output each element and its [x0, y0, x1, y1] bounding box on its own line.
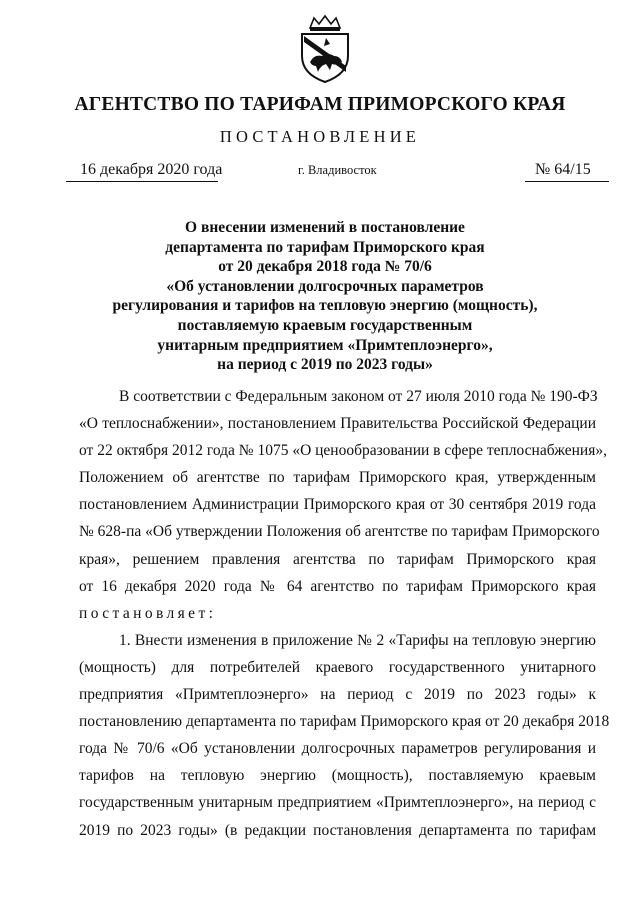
body-line: Положением об агентстве по тарифам Приморского края, утвержденным — [79, 469, 596, 487]
title-line: регулирования и тарифов на тепловую энергию (мощность), — [112, 297, 538, 315]
resolution-title — [60, 218, 590, 375]
agency-name: АГЕНТСТВО ПО ТАРИФАМ ПРИМОРСКОГО КРАЯ — [74, 94, 566, 115]
body-line: постановлением Администрации Приморского края от 30 сентября 2019 года — [79, 496, 596, 514]
body-line: года № 70/6 «Об установлении долгосрочных параметров регулирования и — [79, 740, 596, 758]
title-line: унитарным предприятием «Примтеплоэнерго», — [157, 336, 493, 354]
body-line: от 16 декабря 2020 года № 64 агентство по тарифам Приморского края — [79, 577, 596, 595]
title-line: от 20 декабря 2018 года № 70/6 — [218, 258, 432, 276]
title-line: «Об установлении долгосрочных параметров — [166, 277, 484, 295]
body-line: края», решением правления агентства по тарифам Приморского края — [79, 550, 596, 568]
document-date: 16 декабря 2020 года — [80, 161, 223, 178]
title-line: департамента по тарифам Приморского края — [165, 238, 485, 256]
body-line: «О теплоснабжении», постановлением Правительства Российской Федерации — [79, 415, 596, 433]
coat-of-arms-emblem — [296, 14, 354, 84]
title-line: на период с 2019 по 2023 годы» — [217, 356, 433, 374]
body-line: государственным унитарным предприятием «Примтеплоэнерго», на период с — [79, 794, 596, 812]
body-line: от 22 октября 2012 года № 1075 «О ценообразовании в сфере теплоснабжения», — [79, 442, 607, 460]
date-underline — [66, 181, 218, 182]
body-line: постановлению департамента по тарифам Приморского края от 20 декабря 2018 — [79, 713, 610, 731]
document-number: № 64/15 — [535, 161, 591, 178]
body-line: предприятия «Примтеплоэнерго» на период с 2019 по 2023 годы» к — [79, 686, 596, 704]
title-line: О внесении изменений в постановление — [185, 219, 465, 236]
body-line-decree: постановляет: — [79, 604, 217, 622]
body-line: тарифов на тепловую энергию (мощность), поставляемую краевым — [79, 767, 596, 785]
document-city: г. Владивосток — [298, 163, 377, 177]
body-line: 2019 по 2023 годы» (в редакции постановления департамента по тарифам — [79, 821, 596, 839]
body-line: В соответствии с Федеральным законом от 27 июля 2010 года № 190-ФЗ — [119, 388, 598, 405]
body-line: (мощность) для потребителей краевого государственного унитарного — [79, 658, 596, 676]
body-line: № 628-па «Об утверждении Положения об агентстве по тарифам Приморского — [79, 523, 600, 541]
resolution-body — [79, 383, 610, 844]
number-underline — [525, 181, 609, 182]
document-type: ПОСТАНОВЛЕНИЕ — [219, 127, 421, 146]
title-line: поставляемую краевым государственным — [177, 316, 473, 334]
body-line: 1. Внести изменения в приложение № 2 «Тарифы на тепловую энергию — [119, 631, 596, 649]
